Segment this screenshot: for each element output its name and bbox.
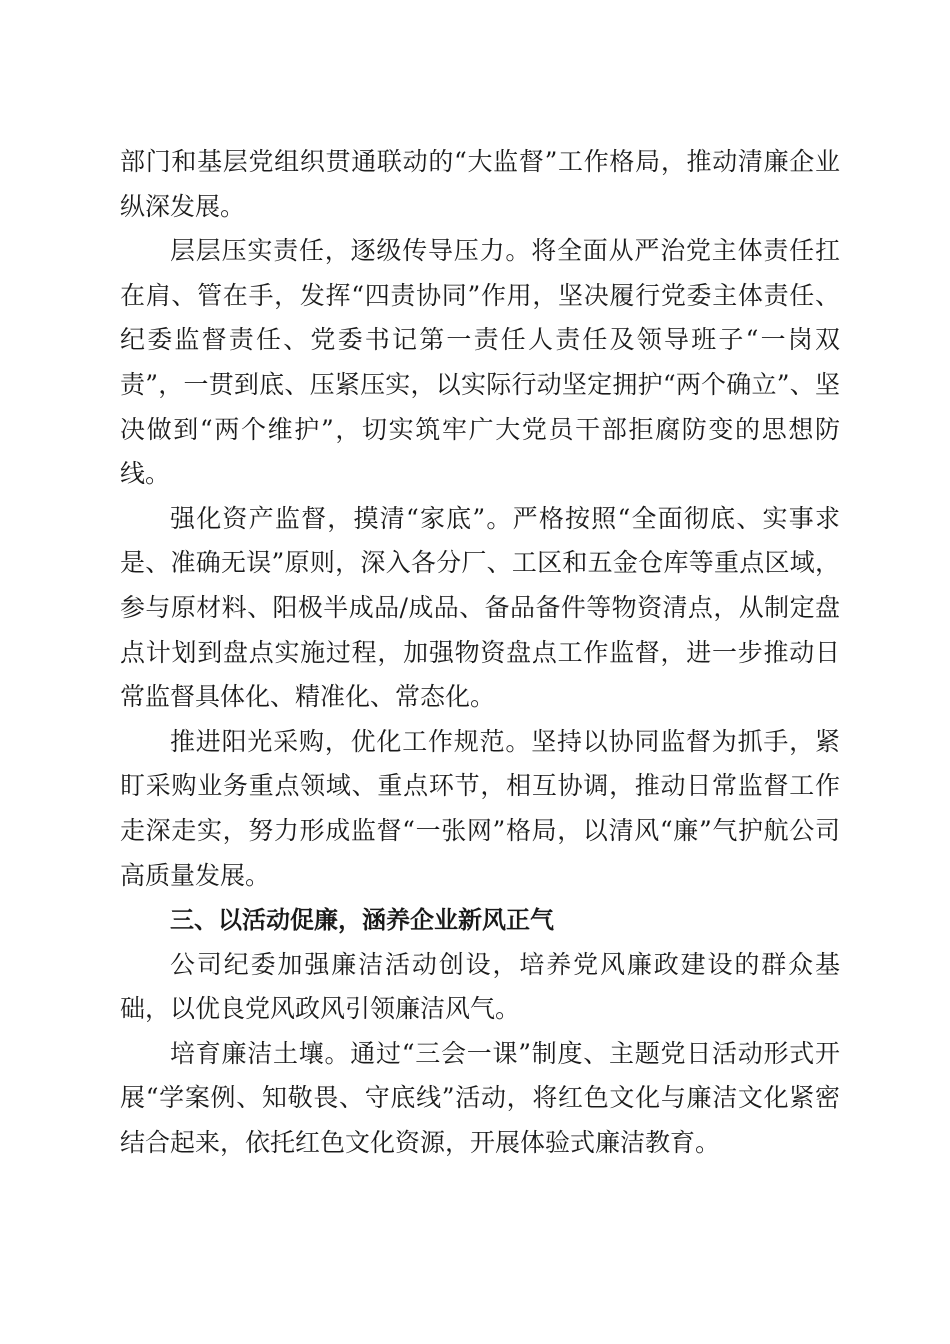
paragraph-asset-supervision: 强化资产监督，摸清“家底”。严格按照“全面彻底、实事求是、准确无误”原则，深入各分厂、工区和五金仓库等重点区域，参与原材料、阳极半成品/成品、备品备件等物资清点，从制定盘点计划到盘点实施过程，加强物资盘点工作监督，进一步推动日常监督具体化、精准化、常态化。	[120, 503, 840, 712]
paragraph-activities-intro: 公司纪委加强廉洁活动创设，培养党风廉政建设的群众基础，以优良党风政风引领廉洁风气。	[120, 949, 840, 1024]
section-heading-3: 三、以活动促廉，涵养企业新风正气	[170, 906, 554, 935]
paragraph-responsibility: 层层压实责任，逐级传导压力。将全面从严治党主体责任扛在肩、管在手，发挥“四责协同”作用，坚决履行党委主体责任、纪委监督责任、党委书记第一责任人责任及领导班子“一岗双责”，一贯到底、压紧压实，以实际行动坚定拥护“两个确立”、坚决做到“两个维护”，切实筑牢广大党员干部拒腐防变的思想防线。	[120, 236, 840, 489]
document-page	[120, 140, 840, 1166]
paragraph-integrity-culture: 培育廉洁土壤。通过“三会一课”制度、主题党日活动形式开展“学案例、知敬畏、守底线”活动，将红色文化与廉洁文化紧密结合起来，依托红色文化资源，开展体验式廉洁教育。	[120, 1038, 840, 1158]
paragraph-continuation: 部门和基层党组织贯通联动的“大监督”工作格局，推动清廉企业纵深发展。	[120, 147, 840, 221]
paragraph-procurement: 推进阳光采购，优化工作规范。坚持以协同监督为抓手，紧盯采购业务重点领域、重点环节，相互协调，推动日常监督工作走深走实，努力形成监督“一张网”格局，以清风“廉”气护航公司高质量发展。	[120, 726, 840, 890]
